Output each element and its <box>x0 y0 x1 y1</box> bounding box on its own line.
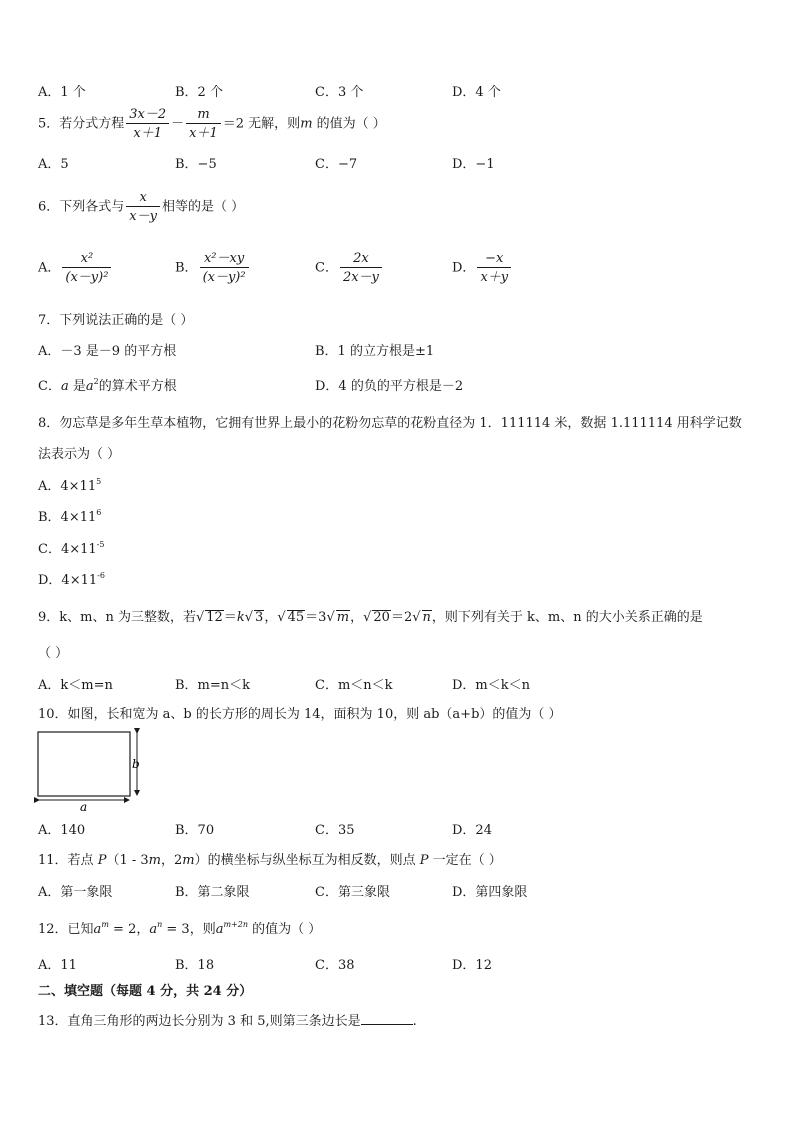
q5-option-b: B．−5 <box>175 157 217 172</box>
q6-fraction: $\frac{x}{x-y}$ <box>126 191 160 223</box>
q11-option-a: A．第一象限 <box>38 885 113 900</box>
q8-option-d: D．$4\times 11^{-6}$ <box>38 571 105 588</box>
q12-option-b: B．18 <box>175 958 215 973</box>
q9-paren: （ ） <box>38 646 69 661</box>
q10-option-d: D．24 <box>452 823 492 838</box>
q9-option-c: C．m＜n＜k <box>315 678 393 693</box>
answer-blank[interactable] <box>361 1012 413 1025</box>
q9-option-b: B．m=n＜k <box>175 678 251 693</box>
q8-option-c: C．$4\times 11^{-5}$ <box>38 540 105 557</box>
q10-option-b: B．70 <box>175 823 215 838</box>
q5-option-a: A．5 <box>38 157 69 172</box>
q12-option-c: C．38 <box>315 958 355 973</box>
q10-option-c: C．35 <box>315 823 355 838</box>
q6-option-a: A． $\frac{\text{x²}}{\text{(x－y)²}}$ <box>38 252 113 284</box>
q10-option-a: A．140 <box>38 823 86 838</box>
q11-option-c: C．第三象限 <box>315 885 390 900</box>
q5-fraction-1: $\frac{3x-2}{x+1}$ <box>126 108 169 140</box>
q8-stem-line1: 8．勿忘草是多年生草本植物，它拥有世界上最小的花粉勿忘草的花粉直径为 1．111114 米，数据 1.111114 用科学记数 <box>38 416 742 431</box>
q11-stem: 11．若点 P（1 - 3m，2m）的横坐标与纵坐标互为相反数，则点 P 一定在（ ） <box>38 853 502 868</box>
q4-option-b: B．2 个 <box>175 85 223 100</box>
q12-stem: 12．已知$a^m = 2$，$a^n = 3$，则$a^{m+2n}$ 的值为（ ） <box>38 920 322 937</box>
q6-option-b: B． $\frac{\text{x²－xy}}{\text{(x－y)²}}$ <box>175 252 251 284</box>
q5-stem: 5．若分式方程 $\frac{3x-2}{x+1}$ － $\frac{m}{x+1}$ ＝2 无解，则m 的值为（ ） <box>38 107 386 141</box>
q7-option-a: A．－3 是－9 的平方根 <box>38 344 177 359</box>
q5-option-d: D．−1 <box>452 157 495 172</box>
section-heading: 二、填空题（每题 4 分，共 24 分） <box>38 984 253 999</box>
q10-stem: 10．如图，长和宽为 a、b 的长方形的周长为 14，面积为 10，则 ab（a+b）的值为（ ） <box>38 707 562 722</box>
rectangle-figure <box>34 728 152 814</box>
q8-option-a: A．$4\times 11^5$ <box>38 477 102 494</box>
q5-fraction-2: $\frac{m}{x+1}$ <box>186 108 221 140</box>
label-b: b <box>132 757 140 771</box>
q7-option-c: C．a 是$a^2$的算术平方根 <box>38 377 177 394</box>
q7-option-b: B．1 的立方根是±1 <box>315 344 435 359</box>
q6-option-c: C． $\frac{2x}{2x-y}$ <box>315 252 384 284</box>
q6-option-d: D． $\frac{-x}{x+y}$ <box>452 252 513 284</box>
q12-option-a: A．11 <box>38 958 77 973</box>
q5-prefix: 5．若分式方程 <box>38 116 125 132</box>
q8-stem-line2: 法表示为（ ） <box>38 447 121 462</box>
q6-stem: 6．下列各式与 $\frac{x}{x-y}$ 相等的是（ ） <box>38 190 245 224</box>
q11-option-b: B．第二象限 <box>175 885 250 900</box>
q5-option-c: C．−7 <box>315 157 358 172</box>
q4-option-d: D．4 个 <box>452 85 501 100</box>
q7-stem: 7．下列说法正确的是（ ） <box>38 313 194 328</box>
q9-stem: 9．k、m、n 为三整数，若√ 12＝k√ 3，√ 45＝3√ m，√ 20＝2√ n，则下列有关于 k、m、n 的大小关系正确的是 <box>38 610 703 625</box>
q4-option-c: C．3 个 <box>315 85 364 100</box>
q7-option-d: D．4 的负的平方根是－2 <box>315 379 464 394</box>
q8-option-b: B．$4\times 11^6$ <box>38 508 102 525</box>
q9-option-d: D．m＜k＜n <box>452 678 531 693</box>
q4-option-a: A．1 个 <box>38 85 86 100</box>
q9-option-a: A．k＜m=n <box>38 678 113 693</box>
label-a: a <box>80 800 88 814</box>
q13-stem: 13．直角三角形的两边长分别为 3 和 5,则第三条边长是 . <box>38 1014 417 1029</box>
rectangle-shape <box>38 732 130 796</box>
q12-option-d: D．12 <box>452 958 492 973</box>
q11-option-d: D．第四象限 <box>452 885 528 900</box>
